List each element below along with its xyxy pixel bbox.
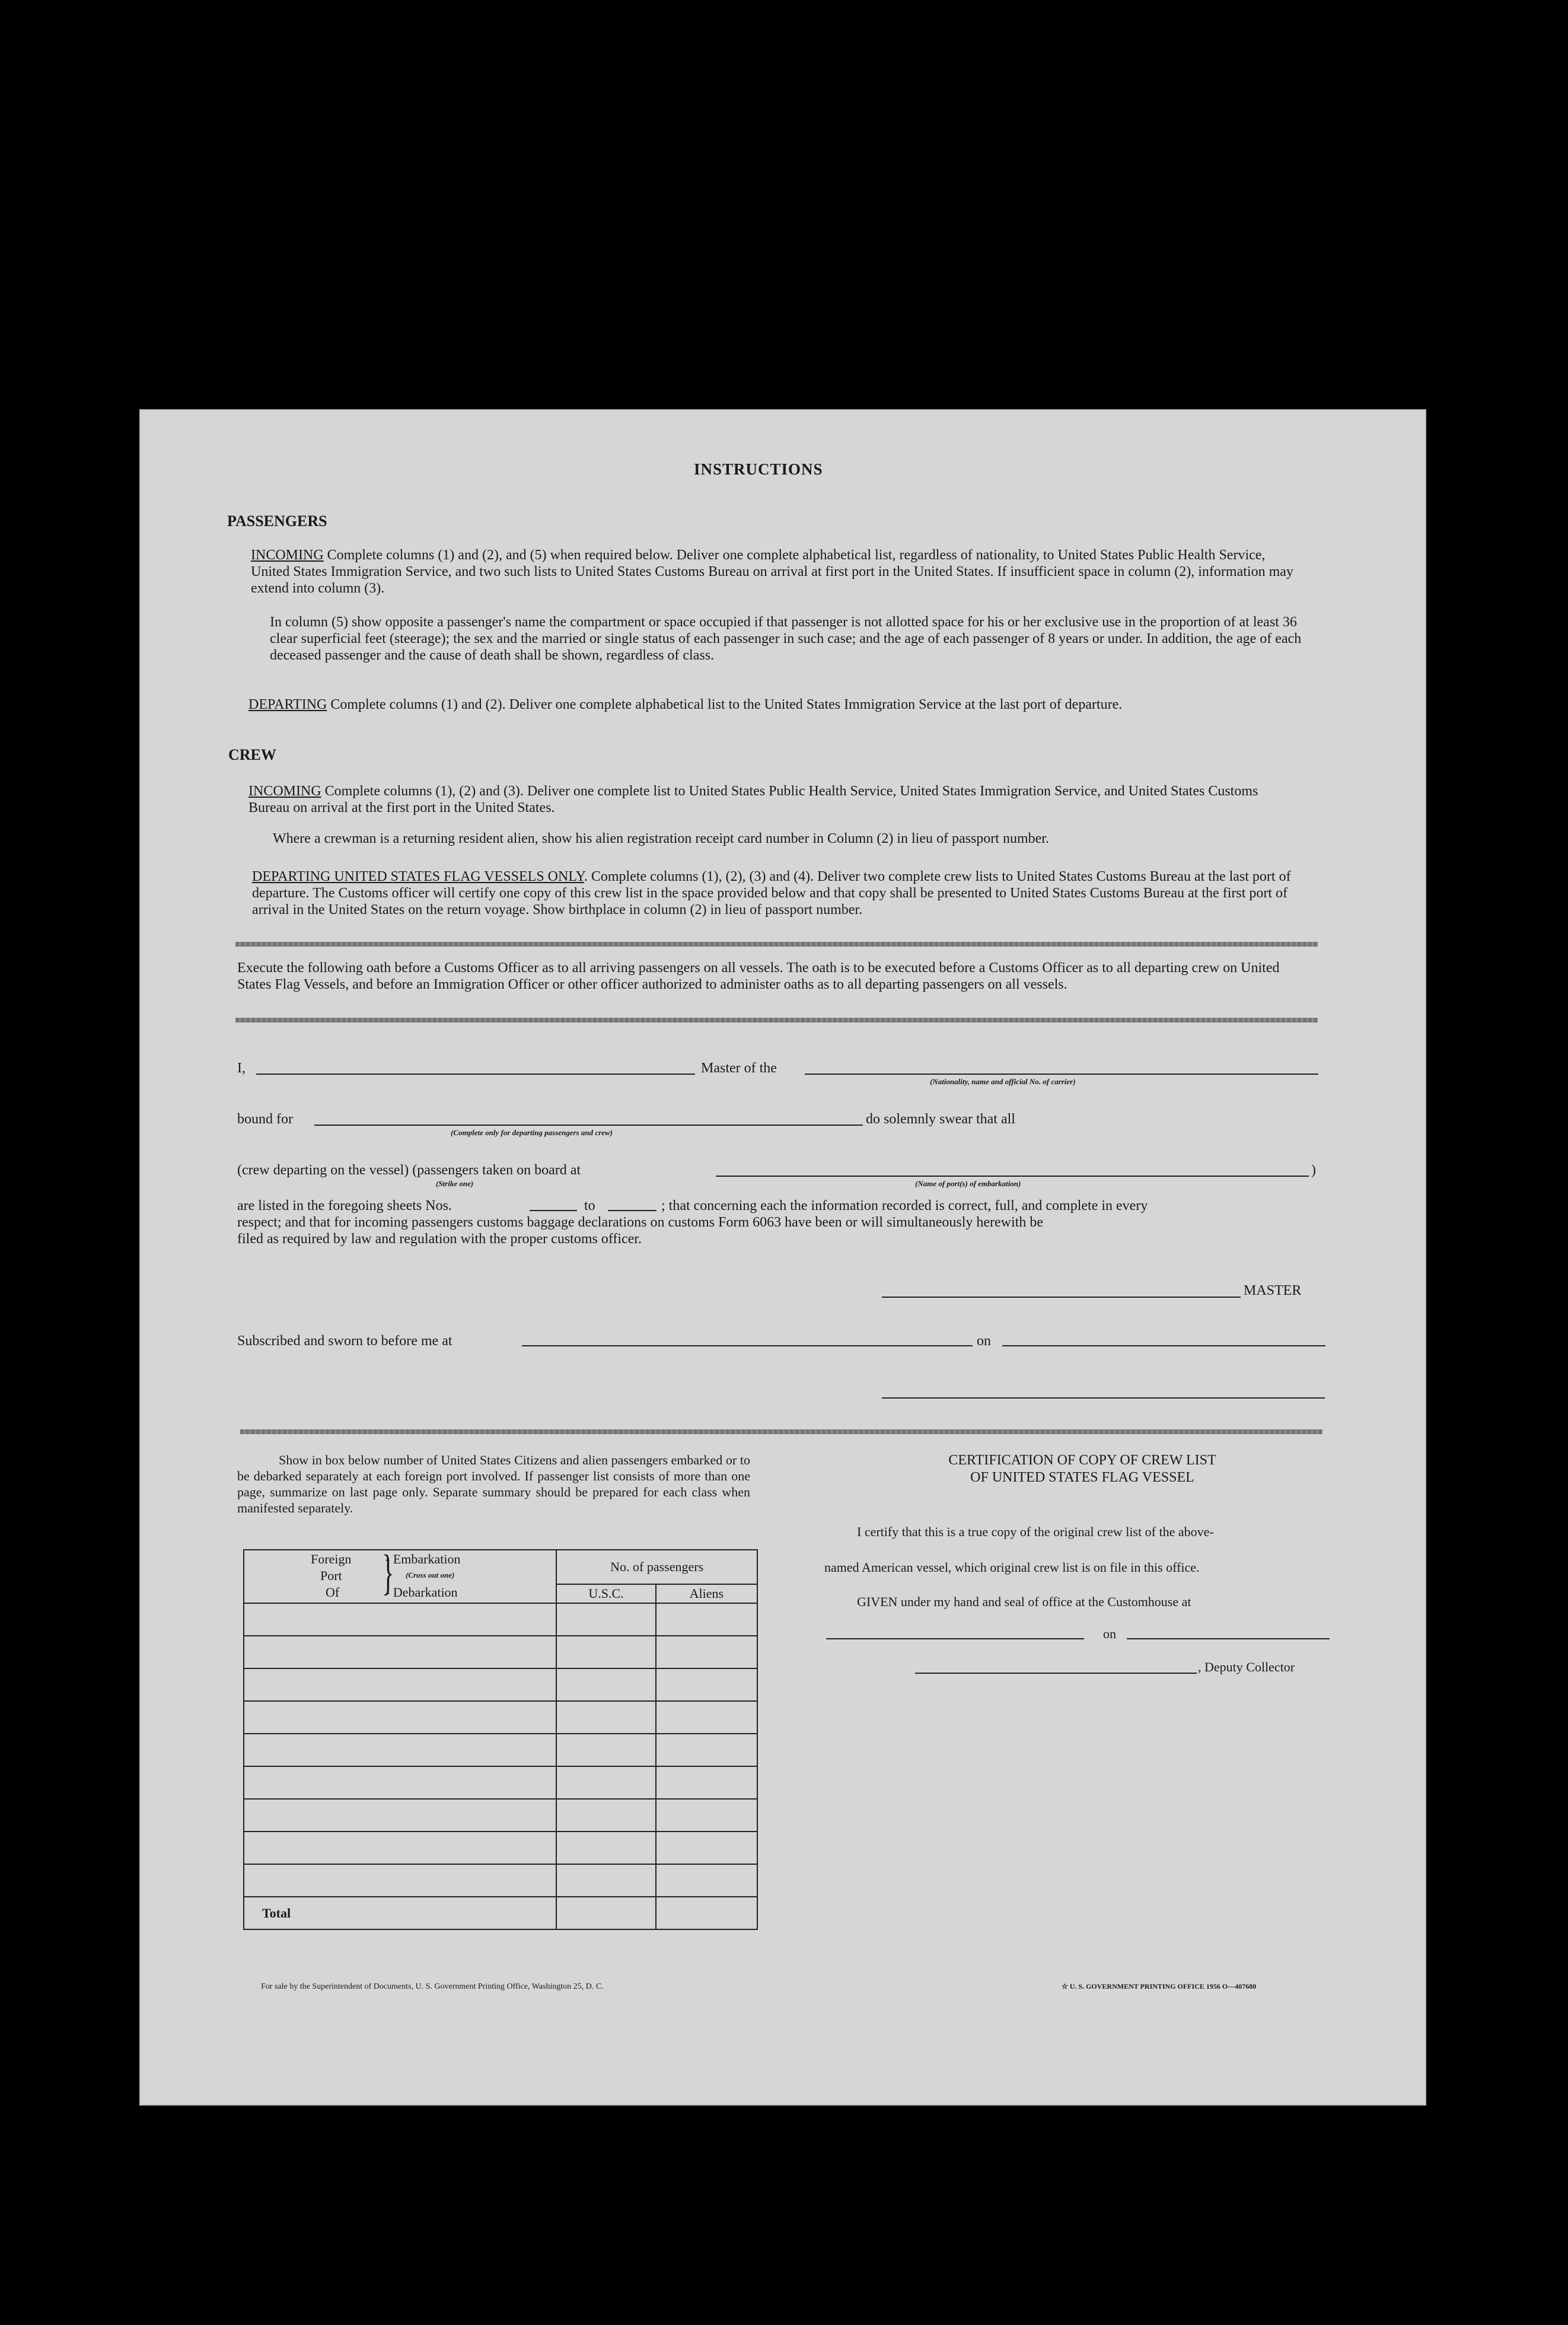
aliens-cell[interactable] — [656, 1701, 757, 1734]
deputy-signature-field[interactable] — [915, 1673, 1197, 1674]
certification-line-3: GIVEN under my hand and seal of office at the Customhouse at — [857, 1594, 1191, 1609]
certification-heading-line-2: OF UNITED STATES FLAG VESSEL — [970, 1470, 1194, 1485]
separator-rule — [240, 1429, 1322, 1434]
port-cell[interactable] — [244, 1701, 556, 1734]
oath-intro-paragraph: Execute the following oath before a Customs Officer as to all arriving passengers on all vessels. The oath is to be executed before a Customs Officer as to all departing crew on United States Flag Vessels, and before an Immigration Officer or other officer authorized to administer oaths as to all departing passengers on all vessels. — [237, 960, 1280, 992]
passengers-departing-text: Complete columns (1) and (2). Deliver one complete alphabetical list to the United States Immigration Service at the last port of departure. — [327, 697, 1123, 712]
aliens-cell[interactable] — [656, 1864, 757, 1897]
master-name-field[interactable] — [256, 1074, 695, 1075]
usc-cell[interactable] — [556, 1832, 655, 1864]
master-signature-field[interactable] — [882, 1297, 1241, 1298]
crew-departing-label: DEPARTING UNITED STATES FLAG VESSELS ONLY — [252, 869, 584, 884]
cross-out-caption: (Cross out one) — [406, 1571, 455, 1579]
port-cell[interactable] — [244, 1603, 556, 1636]
swear-text: do solemnly swear that all — [866, 1111, 1015, 1127]
master-label: MASTER — [1244, 1283, 1302, 1298]
embarkation-label: - Embarkation — [385, 1552, 461, 1566]
footer-sale-notice: For sale by the Superintendent of Documents, U. S. Government Printing Office, Washington 25, D. C. — [261, 1982, 604, 1991]
usc-cell[interactable] — [556, 1668, 655, 1701]
aliens-header: Aliens — [656, 1584, 757, 1603]
aliens-cell[interactable] — [656, 1799, 757, 1832]
customhouse-field[interactable] — [826, 1638, 1084, 1639]
passengers-heading: PASSENGERS — [227, 512, 327, 530]
bound-for-caption: (Complete only for departing passengers and crew) — [451, 1128, 613, 1137]
port-caption: (Name of port(s) of embarkation) — [915, 1179, 1021, 1188]
usc-cell[interactable] — [556, 1636, 655, 1668]
usc-cell[interactable] — [556, 1734, 655, 1766]
aliens-cell[interactable] — [656, 1636, 757, 1668]
sworn-place-field[interactable] — [522, 1345, 973, 1346]
port-cell[interactable] — [244, 1636, 556, 1668]
close-paren: ) — [1311, 1162, 1316, 1178]
nationality-caption: (Nationality, name and official No. of carrier) — [930, 1077, 1076, 1086]
bound-for-label: bound for — [237, 1111, 293, 1127]
crew-incoming-text: Complete columns (1), (2) and (3). Deliver one complete list to United States Public Health Service, United States Immigration Service, and United States Customs Bureau on arrival at the first port in the United States. — [248, 784, 1258, 816]
no-of-passengers-header: No. of passengers — [556, 1550, 757, 1584]
form-page — [139, 409, 1426, 2106]
bound-for-field[interactable] — [314, 1125, 863, 1126]
certification-date-field[interactable] — [1127, 1638, 1330, 1639]
sworn-date-field[interactable] — [1002, 1345, 1325, 1346]
aliens-cell[interactable] — [656, 1766, 757, 1799]
usc-cell[interactable] — [556, 1766, 655, 1799]
carrier-field[interactable] — [805, 1074, 1318, 1075]
crew-departing-paragraph — [252, 868, 1302, 918]
page-title: INSTRUCTIONS — [694, 460, 823, 478]
to-label: to — [584, 1198, 595, 1214]
usc-cell[interactable] — [556, 1701, 655, 1734]
passengers-departing-label: DEPARTING — [248, 697, 327, 712]
port-cell[interactable] — [244, 1668, 556, 1701]
oath-i-label: I, — [237, 1060, 246, 1076]
aliens-cell[interactable] — [656, 1668, 757, 1701]
sheets-from-field[interactable] — [530, 1210, 577, 1211]
crew-incoming-label: INCOMING — [248, 784, 321, 799]
certification-heading-line-1: CERTIFICATION OF COPY OF CREW LIST — [948, 1453, 1216, 1468]
aliens-cell[interactable] — [656, 1734, 757, 1766]
listed-text-3: respect; and that for incoming passengers customs baggage declarations on customs Form 6063 have been or will simultaneously herewith be — [237, 1215, 1043, 1230]
certification-line-1: I certify that this is a true copy of the original crew list of the above- — [857, 1524, 1214, 1539]
summary-instructions: Show in box below number of United States Citizens and alien passengers embarked or to be debarked separately at each foreign port involved. If passenger list consists of more than one page, summarize on last page only. Separate summary should be prepared for each class when manifested separately. — [237, 1453, 750, 1515]
master-of-the-label: Master of the — [701, 1060, 777, 1076]
passengers-incoming-label: INCOMING — [251, 547, 324, 563]
port-cell[interactable] — [244, 1864, 556, 1897]
crew-incoming-paragraph — [248, 783, 1301, 816]
usc-cell[interactable] — [556, 1864, 655, 1897]
usc-total-cell[interactable] — [556, 1897, 655, 1929]
port-cell[interactable] — [244, 1734, 556, 1766]
crew-heading: CREW — [228, 746, 276, 763]
footer-print-code: ☆ U. S. GOVERNMENT PRINTING OFFICE 1956 O—407680 — [1062, 1982, 1257, 1990]
sheets-to-field[interactable] — [608, 1210, 656, 1211]
port-cell[interactable] — [244, 1832, 556, 1864]
separator-rule — [235, 1018, 1318, 1023]
debarkation-label: - Debarkation — [385, 1585, 458, 1600]
usc-header: U.S.C. — [556, 1584, 655, 1603]
aliens-cell[interactable] — [656, 1832, 757, 1864]
listed-text-4: filed as required by law and regulation with the proper customs officer. — [237, 1231, 642, 1247]
certification-line-2: named American vessel, which original crew list is on file in this office. — [824, 1560, 1200, 1575]
port-cell[interactable] — [244, 1766, 556, 1799]
deputy-collector-label: , Deputy Collector — [1198, 1660, 1295, 1674]
port-label: Port — [320, 1568, 342, 1583]
foreign-label: Foreign — [311, 1552, 352, 1566]
listed-text-2: ; that concerning each the information recorded is correct, full, and complete in every — [661, 1198, 1148, 1214]
passengers-incoming-text: Complete columns (1) and (2), and (5) when required below. Deliver one complete alphabetical list, regardless of nationality, to United States Public Health Service, United States Immigration Service, and two such lists to United States Customs Bureau on arrival at first port in the United States. If insufficient space in column (2), information may extend into column (3). — [251, 547, 1293, 596]
subscribed-label: Subscribed and sworn to before me at — [237, 1333, 452, 1349]
listed-text-1: are listed in the foregoing sheets Nos. — [237, 1198, 452, 1214]
officer-signature-field[interactable] — [882, 1397, 1325, 1399]
passengers-departing-paragraph — [248, 696, 1301, 713]
crew-resident-paragraph: Where a crewman is a returning resident alien, show his alien registration receipt card number in Column (2) in lieu of passport number. — [273, 831, 1049, 846]
passengers-column5-paragraph: In column (5) show opposite a passenger's name the compartment or space occupied if that passenger is not allotted space for his or her exclusive use in the proportion of at least 36 clear superficial feet (steerage); the sex and the married or single status of each passenger in such case; and the age of each passenger of 8 years or under. In addition, the age of each deceased passenger and the cause of death shall be shown, regardless of class. — [270, 614, 1302, 663]
aliens-cell[interactable] — [656, 1603, 757, 1636]
strike-one-caption: (Strike one) — [436, 1179, 474, 1188]
usc-cell[interactable] — [556, 1603, 655, 1636]
brace-icon: } — [382, 1545, 394, 1600]
aliens-total-cell[interactable] — [656, 1897, 757, 1929]
crew-departing-text: (crew departing on the vessel) (passengers taken on board at — [237, 1162, 581, 1178]
port-cell[interactable] — [244, 1799, 556, 1832]
usc-cell[interactable] — [556, 1799, 655, 1832]
embarkation-port-field[interactable] — [716, 1176, 1309, 1177]
on-label: on — [977, 1333, 991, 1349]
passengers-incoming-paragraph — [251, 547, 1301, 597]
certification-on-label: on — [1103, 1626, 1116, 1641]
crew-departing-text: . Complete columns (1), (2), (3) and (4). Deliver two complete crew lists to United States Customs Bureau at the last port of departure. The Customs officer will certify one copy of this crew list in the space provided below and that copy shall be presented to United States Customs Bureau at the first port of arrival in the United States on the return voyage. Show birthplace in column (2) in lieu of passport number. — [252, 869, 1291, 918]
total-label: Total — [244, 1897, 556, 1929]
certification-heading — [904, 1452, 1260, 1486]
separator-rule — [235, 942, 1318, 947]
passenger-summary-table — [243, 1545, 758, 1930]
of-label: Of — [326, 1585, 340, 1600]
foreign-port-header — [244, 1545, 556, 1603]
